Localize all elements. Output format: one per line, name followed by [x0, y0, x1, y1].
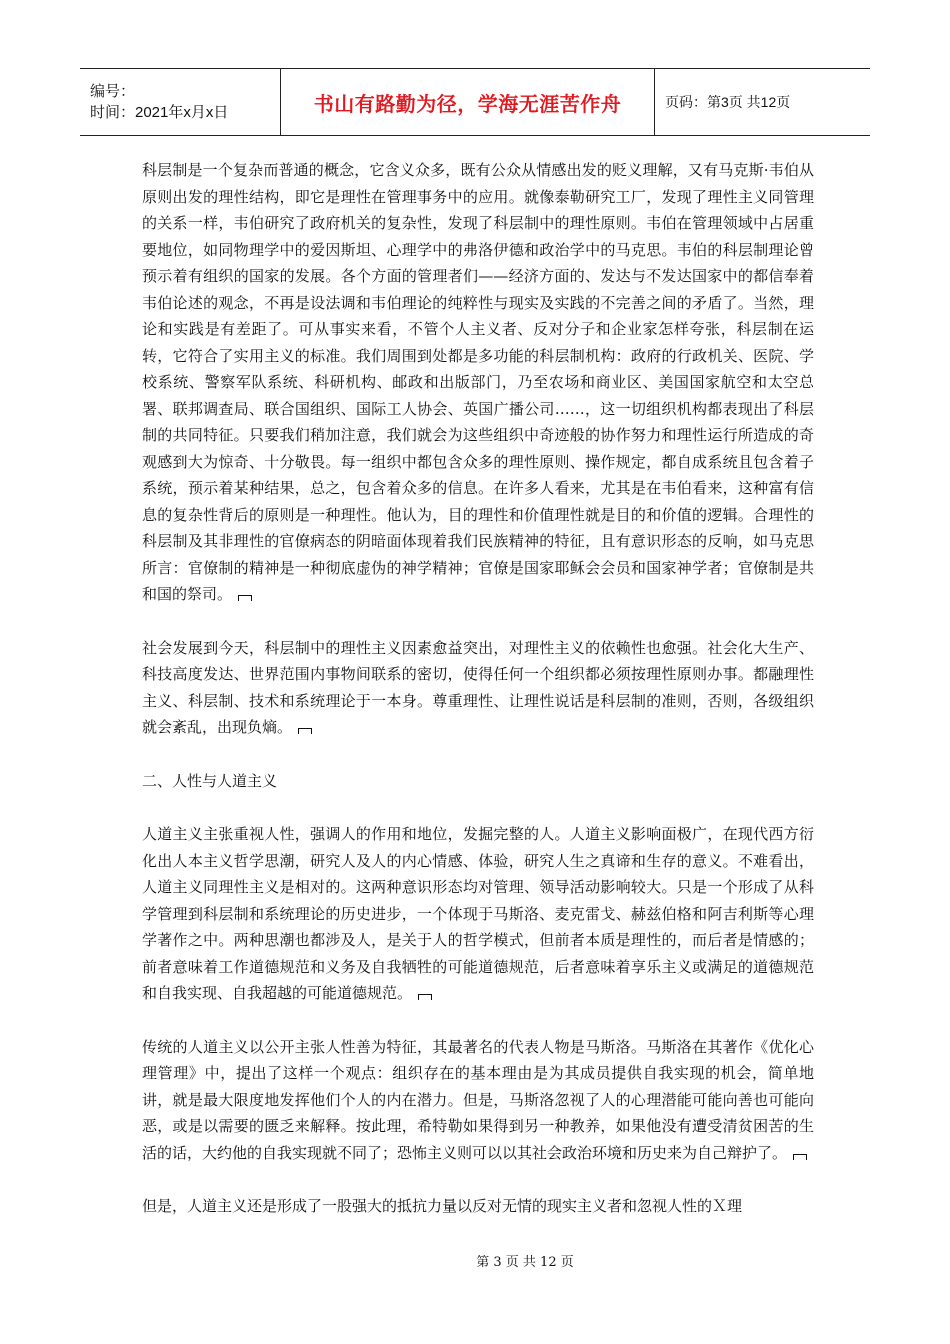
paragraph-end-mark	[238, 595, 252, 601]
paragraph-end-mark	[298, 728, 312, 734]
footer-page-number: 第 3 页 共 12 页	[476, 1255, 574, 1270]
header-page-cell	[655, 69, 870, 135]
section-heading: 二、人性与人道主义	[142, 771, 278, 790]
header-page-info: 页码：第3页 共12页	[665, 94, 791, 110]
paragraph: 科层制是一个复杂而普通的概念，它含义众多，既有公众从情感出发的贬义理解，又有马克斯·韦伯从原则出发的理性结构，即它是理性在管理事务中的应用。就像泰勒研究工厂，发现了理性主义同管理的关系一样，韦伯研究了政府机关的复杂性，发现了科层制中的理性原则。韦伯在管理领域中占居重要地位，如同物理学中的爱因斯坦、心理学中的弗洛伊德和政治学中的马克思。韦伯的科层制理论曾预示着有组织的国家的发展。各个方面的管理者们——经济方面的、发达与不发达国家中的都信奉着韦伯论述的观念，不再是设法调和韦伯理论的纯粹性与现实及实践的不完善之间的矛盾了。当然，理论和实践是有差距了。可从事实来看，不管个人主义者、反对分子和企业家怎样夸张，科层制在运转，它符合了实用主义的标准。我们周围到处都是多功能的科层制机构：政府的行政机关、医院、学校系统、警察军队系统、科研机构、邮政和出版部门，乃至农场和商业区、美国国家航空和太空总署、联邦调查局、联合国组织、国际工人协会、英国广播公司……，这一切组织机构都表现出了科层制的共同特征。只要我们稍加注意，我们就会为这些组织中奇迹般的协作努力和理性运行所造成的奇观感到大为惊奇、十分敬畏。每一组织中都包含众多的理性原则、操作规定，都自成系统且包含着子系统，预示着某种结果，总之，包含着众多的信息。在许多人看来，尤其是在韦伯看来，这种富有信息的复杂性背后的原则是一种理性。他认为，目的理性和价值理性就是目的和价值的逻辑。合理性的科层制及其非理性的官僚病态的阴暗面体现着我们民族精神的特征，且有意识形态的反响，如马克思所言：官僚制的精神是一种彻底虚伪的神学精神；官僚是国家耶稣会会员和国家神学者；官僚制是共和国的祭司。	[142, 161, 814, 603]
page-header	[80, 68, 870, 136]
document-number-label: 编号：	[90, 83, 136, 100]
paragraph: 传统的人道主义以公开主张人性善为特征，其最著名的代表人物是马斯洛。马斯洛在其著作《优化心理管理》中，提出了这样一个观点：组织存在的基本理由是为其成员提供自我实现的机会，简单地讲，就是最大限度地发挥他们个人的内在潜力。但是，马斯洛忽视了人的心理潜能可能向善也可能向恶，或是以需要的匮乏来解释。按此理，希特勒如果得到另一种教养，如果他没有遭受清贫困苦的生活的话，大约他的自我实现就不同了；恐怖主义则可以以其社会政治环境和历史来为自己辩护了。	[142, 1037, 814, 1162]
header-meta	[80, 69, 281, 135]
header-motto-cell	[281, 69, 655, 135]
document-body	[142, 157, 814, 1247]
paragraph: 人道主义主张重视人性，强调人的作用和地位，发掘完整的人。人道主义影响面极广，在现代西方衍化出人本主义哲学思潮，研究人及人的内心情感、体验，研究人生之真谛和生存的意义。不难看出，人道主义同理性主义是相对的。这两种意识形态均对管理、领导活动影响较大。只是一个形成了从科学管理到科层制和系统理论的历史进步，一个体现于马斯洛、麦克雷戈、赫兹伯格和阿吉利斯等心理学著作之中。两种思潮也都涉及人，是关于人的哲学模式，但前者本质是理性的，而后者是情感的；前者意味着工作道德规范和义务及自我牺牲的可能道德规范，后者意味着享乐主义或满足的道德规范和自我实现、自我超越的可能道德规范。	[142, 825, 814, 1002]
header-motto: 书山有路勤为径，学海无涯苦作舟	[313, 91, 622, 116]
paragraph-end-mark	[418, 994, 432, 1000]
paragraph: 社会发展到今天，科层制中的理性主义因素愈益突出，对理性主义的依赖性也愈强。社会化大生产、科技高度发达、世界范围内事物间联系的密切，使得任何一个组织都必须按理性原则办事。都融理性主义、科层制、技术和系统理论于一本身。尊重理性、让理性说话是科层制的准则，否则，各级组织就会紊乱，出现负熵。	[142, 638, 814, 736]
document-date: 时间：2021年x月x日	[90, 104, 229, 121]
page-footer	[0, 1251, 950, 1270]
paragraph-end-mark	[793, 1154, 807, 1160]
paragraph: 但是，人道主义还是形成了一股强大的抵抗力量以反对无情的现实主义者和忽视人性的Ｘ理	[142, 1197, 743, 1215]
